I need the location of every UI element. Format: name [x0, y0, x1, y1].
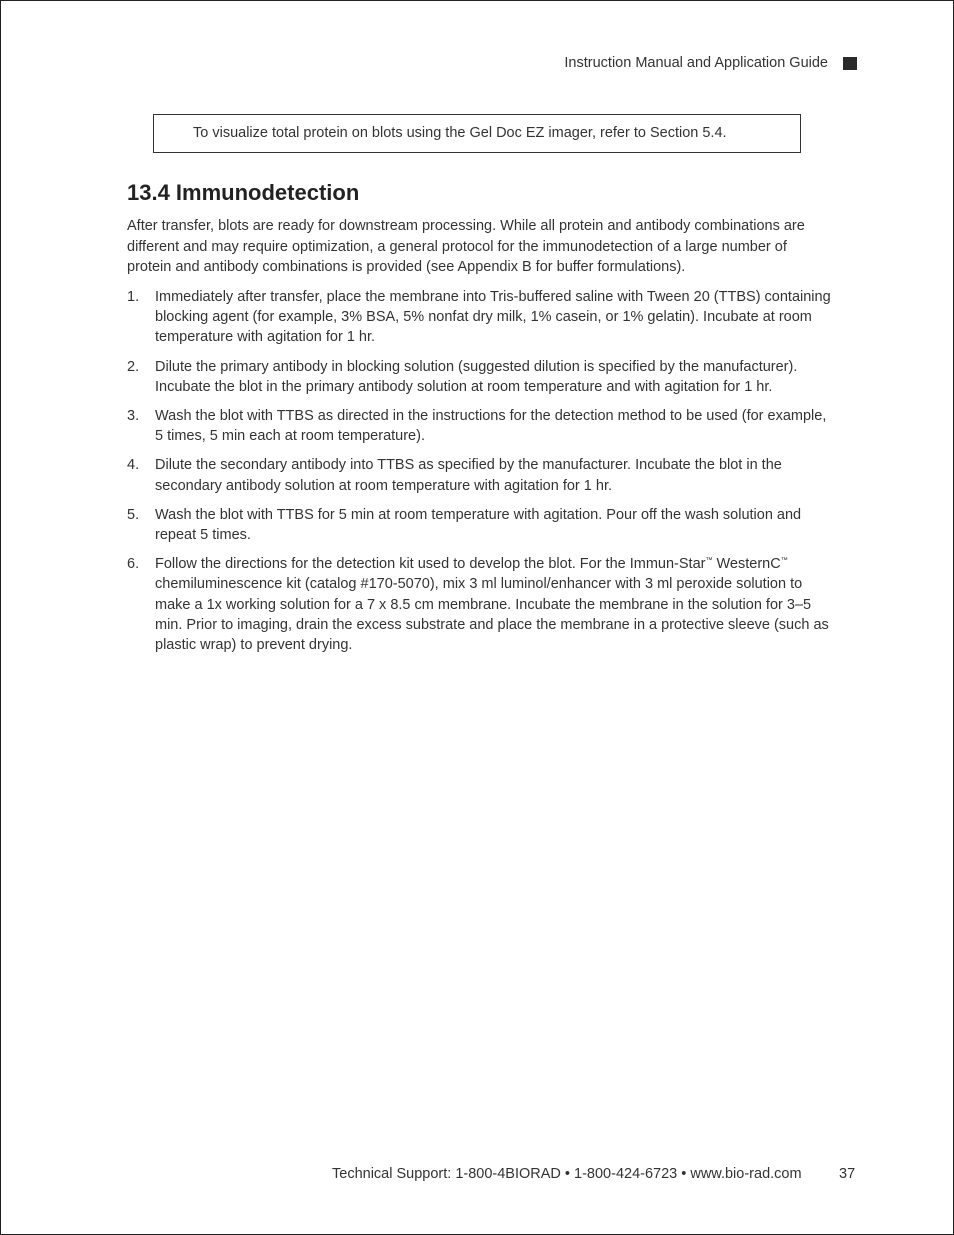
- step-text: Wash the blot with TTBS as directed in the instructions for the detection method to be used (for example, 5 times, 5 min each at room temperature).: [155, 408, 827, 445]
- step-number: 2.: [127, 358, 140, 375]
- step-text-part: WesternC: [712, 556, 781, 573]
- step-number: 1.: [127, 289, 140, 305]
- step-text: Dilute the primary antibody in blocking solution (suggested dilution is specified by the manufacturer). Incubate the blot in the primary antibody solution at room temperature and with agitation for 1 hr.: [155, 358, 798, 395]
- step-text-part: chemiluminescence kit (catalog #170-5070), mix 3 ml luminol/enhancer with 3 ml peroxide solution to make a 1x working solution for a 7 x 8.5 cm membrane. Incubate the membrane in the solution for 3–5 min. Prior to imaging, drain the excess substrate and place the membrane in a protective sleeve (such as plastic wrap) to prevent drying.: [155, 576, 829, 654]
- step-1: [127, 287, 832, 348]
- footer-support-text: Technical Support: 1-800-4BIORAD • 1-800-424-6723 • www.bio-rad.com: [332, 1166, 802, 1182]
- step-4: [127, 455, 832, 495]
- trademark-symbol: ™: [780, 557, 788, 565]
- step-text: Dilute the secondary antibody into TTBS as specified by the manufacturer. Incubate the blot in the secondary antibody solution at room temperature with agitation for 1 hr.: [155, 457, 782, 494]
- step-text: Wash the blot with TTBS for 5 min at room temperature with agitation. Pour off the wash solution and repeat 5 times.: [155, 506, 802, 544]
- step-number: 6.: [127, 556, 140, 573]
- step-3: [127, 406, 832, 446]
- step-number: 3.: [127, 408, 140, 425]
- step-5: [127, 505, 832, 545]
- header-square-icon: [843, 57, 857, 70]
- trademark-symbol: ™: [705, 557, 713, 565]
- step-2: [127, 357, 832, 397]
- step-number: 4.: [127, 457, 140, 474]
- step-6: [127, 554, 832, 655]
- section-title: 13.4 Immunodetection: [127, 180, 360, 205]
- note-box: [153, 114, 801, 153]
- step-number: 5.: [127, 506, 140, 523]
- note-text: To visualize total protein on blots using the Gel Doc EZ imager, refer to Section 5.4.: [193, 125, 727, 141]
- step-text: [155, 556, 829, 653]
- page-number: 37: [839, 1166, 856, 1182]
- running-header: Instruction Manual and Application Guide: [564, 55, 828, 71]
- step-text: Immediately after transfer, place the membrane into Tris-buffered saline with Tween 20 (TTBS) containing blocking agent (for example, 3% BSA, 5% nonfat dry milk, 1% casein, or 1% gelatin). Incubate at room temperature with agitation for 1 hr.: [155, 289, 831, 346]
- step-text-part: Follow the directions for the detection kit used to develop the blot. For the Immun-Star: [155, 556, 706, 573]
- protocol-steps: [127, 287, 832, 664]
- intro-paragraph: After transfer, blots are ready for downstream processing. While all protein and antibody combinations are different and may require optimization, a general protocol for the immunodetection of a large number of protein and antibody combinations is provided (see Appendix B for buffer formulations).: [127, 218, 805, 275]
